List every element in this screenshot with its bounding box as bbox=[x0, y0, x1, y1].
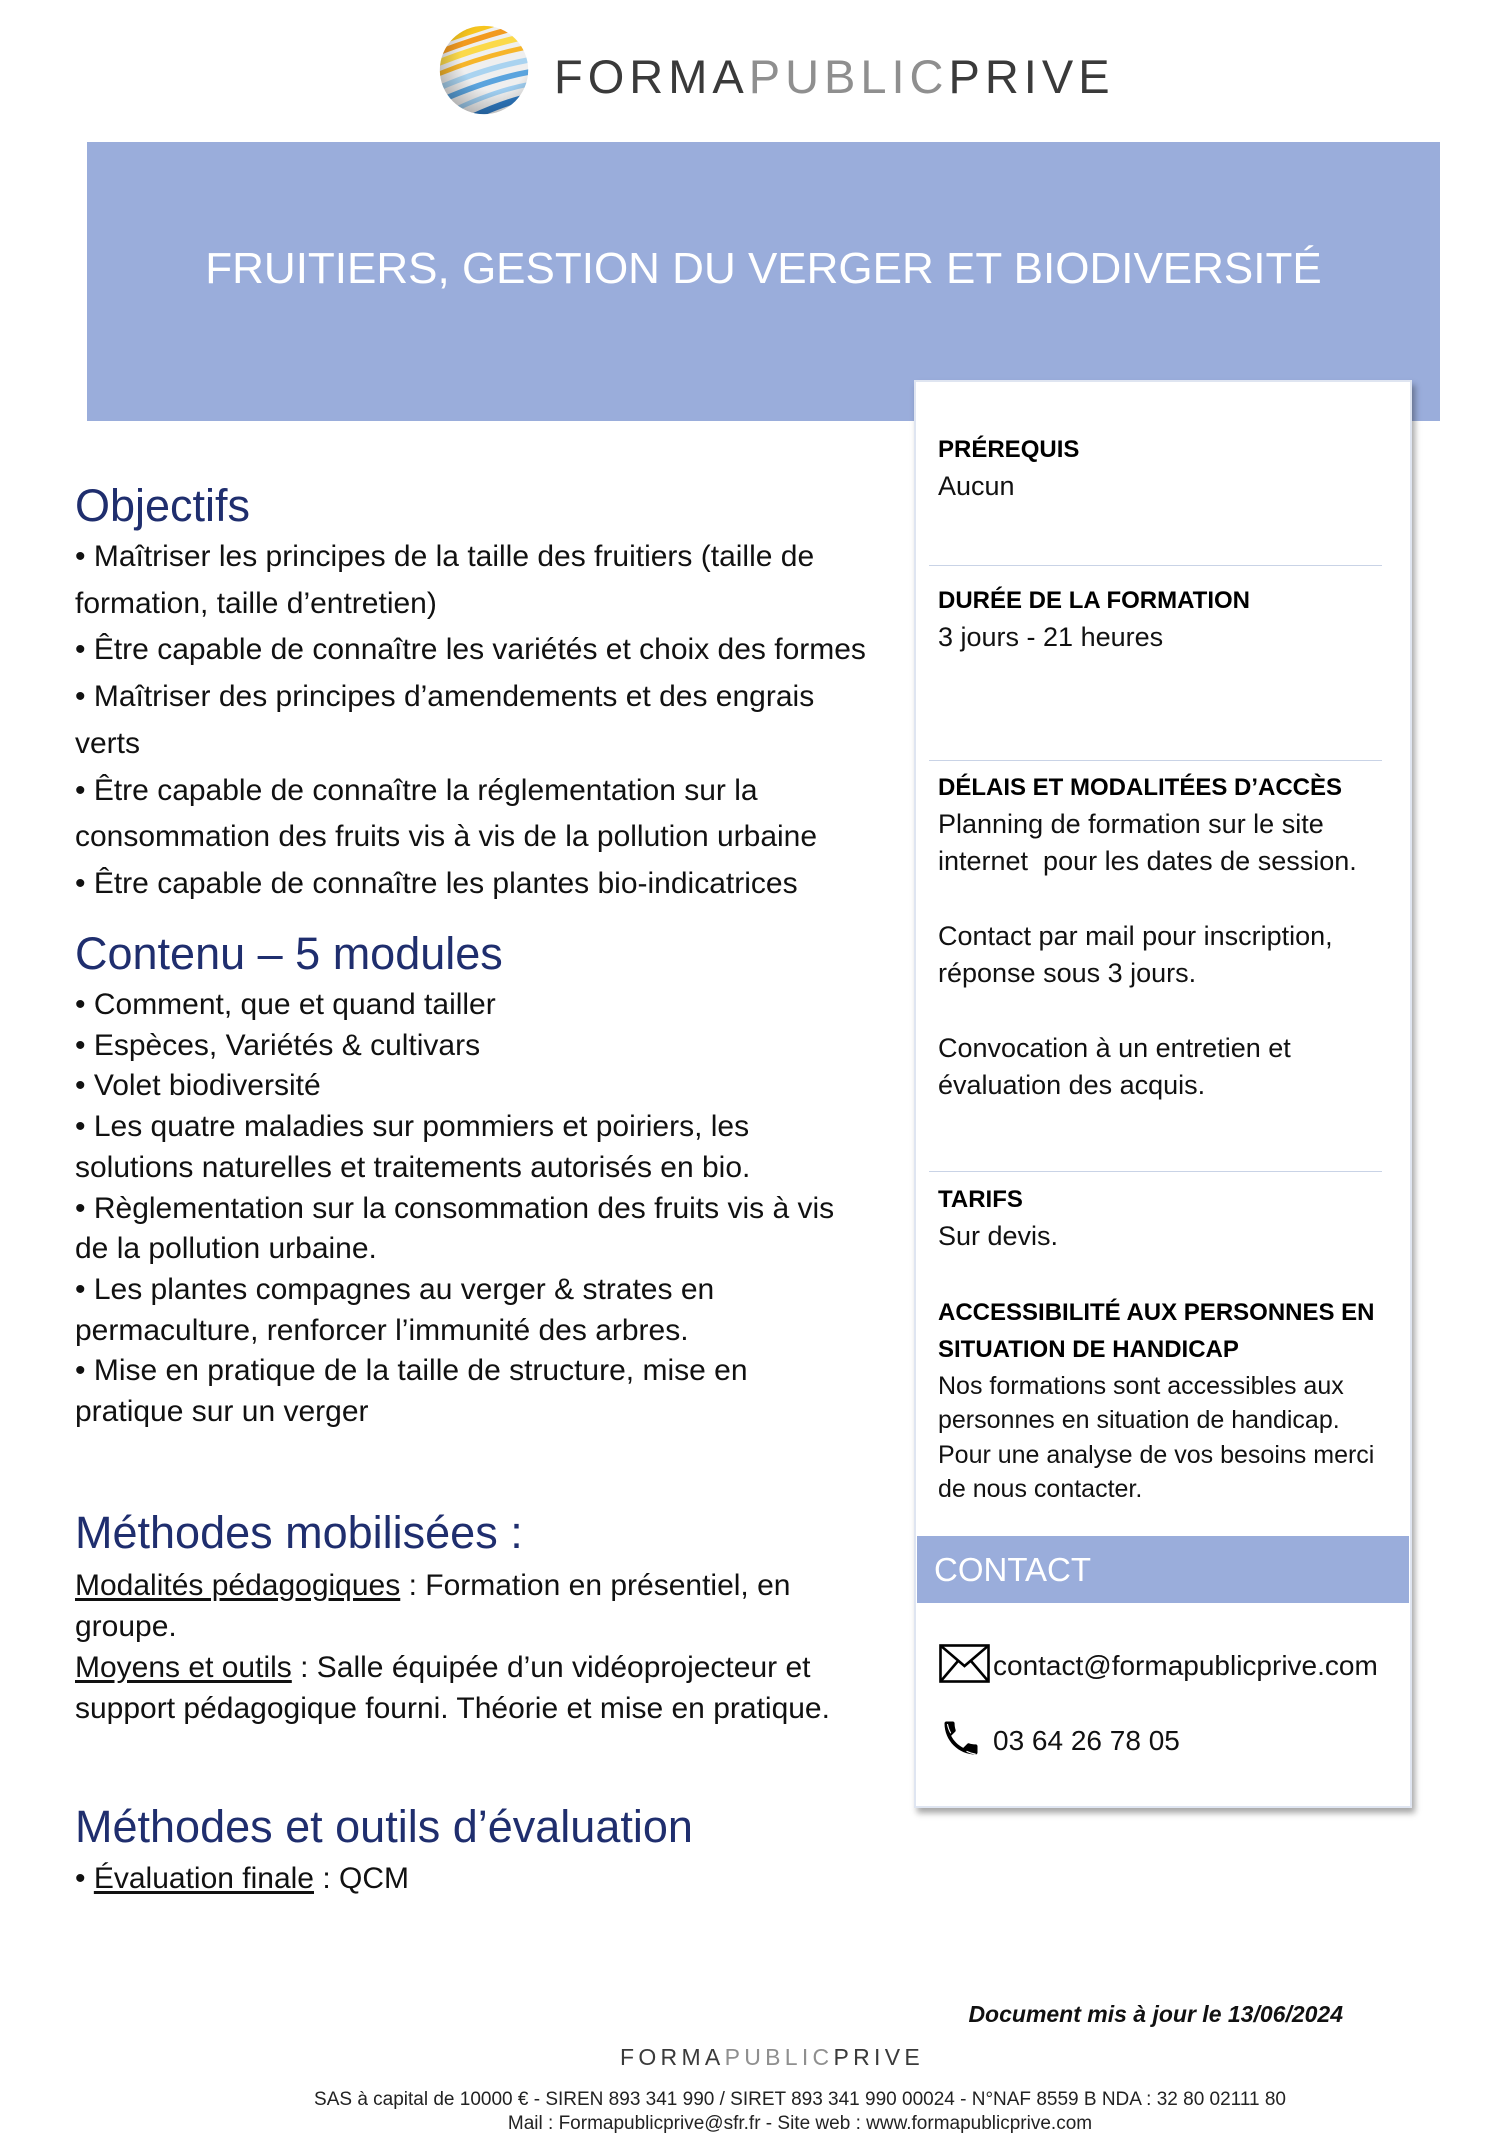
module-line: de la pollution urbaine. bbox=[75, 1232, 377, 1266]
module-line: • Les quatre maladies sur pommiers et poiriers, les bbox=[75, 1110, 750, 1144]
phone-icon bbox=[939, 1715, 983, 1761]
evaluation-label: Évaluation finale bbox=[93, 1862, 314, 1895]
module-item bbox=[75, 1066, 834, 1107]
moyens-continuation: support pédagogique fourni. Théorie et mise en pratique. bbox=[75, 1692, 830, 1725]
module-line: permaculture, renforcer l’immunité des arbres. bbox=[75, 1313, 689, 1347]
objective-line: • Maîtriser les principes de la taille des fruitiers (taille de bbox=[75, 540, 815, 573]
info-sidebar bbox=[914, 380, 1412, 1808]
evaluation-heading: Méthodes et outils d’évaluation bbox=[75, 1801, 693, 1852]
bullet: • bbox=[75, 1862, 94, 1895]
pricing-heading: TARIFS bbox=[938, 1186, 1023, 1213]
objective-item bbox=[75, 534, 866, 627]
evaluation-text: : QCM bbox=[314, 1862, 409, 1895]
module-item bbox=[75, 1189, 834, 1270]
duration-heading: DURÉE DE LA FORMATION bbox=[938, 587, 1250, 614]
divider bbox=[929, 760, 1382, 761]
module-item bbox=[75, 1270, 834, 1351]
objectives-heading: Objectifs bbox=[75, 480, 251, 531]
footer-brand-logo bbox=[620, 2043, 924, 2071]
prerequisites-heading: PRÉREQUIS bbox=[938, 436, 1080, 463]
access-delays-paragraph bbox=[938, 1030, 1398, 1105]
module-item bbox=[75, 1351, 834, 1432]
objective-line: • Maîtriser des principes d’amendements et des engrais bbox=[75, 680, 815, 714]
moyens-text: : Salle équipée d’un vidéoprojecteur et bbox=[291, 1651, 811, 1684]
objective-item bbox=[75, 674, 866, 767]
modalites-text: : Formation en présentiel, en bbox=[400, 1569, 791, 1602]
access-delays-line: Convocation à un entretien et bbox=[938, 1032, 1291, 1063]
accessibility-heading: SITUATION DE HANDICAP bbox=[938, 1336, 1239, 1363]
objective-line: formation, taille d’entretien) bbox=[75, 586, 437, 620]
objective-item bbox=[75, 768, 866, 861]
access-delays-line: réponse sous 3 jours. bbox=[938, 958, 1197, 989]
objective-line: verts bbox=[75, 726, 141, 760]
objective-line: • Être capable de connaître les plantes bio-indicatrices bbox=[75, 866, 798, 900]
module-item bbox=[75, 985, 834, 1026]
module-line: • Comment, que et quand tailler bbox=[75, 988, 496, 1021]
objectives-list bbox=[75, 534, 866, 908]
module-line: • Espèces, Variétés & cultivars bbox=[75, 1028, 481, 1062]
access-delays-heading: DÉLAIS ET MODALITÉES D’ACCÈS bbox=[938, 774, 1343, 801]
access-delays-line: internet pour les dates de session. bbox=[938, 846, 1357, 877]
envelope-icon bbox=[939, 1644, 990, 1683]
modalites-continuation: groupe. bbox=[75, 1610, 177, 1643]
module-line: • Mise en pratique de la taille de structure, mise en bbox=[75, 1354, 748, 1388]
contact-heading: CONTACT bbox=[934, 1551, 1092, 1588]
modalites-label: Modalités pédagogiques bbox=[75, 1569, 401, 1602]
prerequisites-section bbox=[938, 431, 1398, 505]
methods-body bbox=[75, 1565, 830, 1729]
module-line: pratique sur un verger bbox=[75, 1395, 369, 1429]
brand-part-public: PUBLIC bbox=[748, 50, 949, 103]
accessibility-section bbox=[938, 1294, 1398, 1368]
modules-list bbox=[75, 985, 834, 1433]
update-date: Document mis à jour le 13/06/2024 bbox=[968, 2001, 1343, 2027]
evaluation-item bbox=[75, 1858, 409, 1899]
accessibility-line: personnes en situation de handicap. bbox=[938, 1406, 1340, 1435]
contact-banner bbox=[917, 1536, 1409, 1603]
prerequisites-text: Aucun bbox=[938, 471, 1015, 501]
brand-part-forma: FORMA bbox=[554, 50, 749, 103]
brand-part-public: PUBLIC bbox=[724, 2044, 834, 2070]
content-heading: Contenu – 5 modules bbox=[75, 928, 503, 979]
brand-logo-text bbox=[554, 49, 1115, 105]
objective-item bbox=[75, 861, 866, 908]
accessibility-text bbox=[938, 1369, 1374, 1506]
contact-phone[interactable]: 03 64 26 78 05 bbox=[993, 1725, 1180, 1756]
moyens-line bbox=[75, 1647, 830, 1688]
objective-line: • Être capable de connaître la réglementation sur la bbox=[75, 773, 758, 807]
brand-part-prive: PRIVE bbox=[948, 50, 1115, 103]
objective-line: consommation des fruits vis à vis de la pollution urbaine bbox=[75, 820, 818, 854]
objective-item bbox=[75, 627, 866, 674]
accessibility-line: Nos formations sont accessibles aux bbox=[938, 1372, 1344, 1400]
footer-contact-info: Mail : Formapublicprive@sfr.fr - Site web : www.formapublicprive.com bbox=[507, 2113, 1093, 2134]
globe-logo-icon bbox=[437, 23, 531, 117]
brand-part-prive: PRIVE bbox=[833, 2044, 924, 2070]
module-line: • Les plantes compagnes au verger & strates en bbox=[75, 1272, 715, 1306]
access-delays-line: Planning de formation sur le site bbox=[938, 809, 1324, 839]
pricing-section bbox=[938, 1181, 1398, 1255]
module-item bbox=[75, 1026, 834, 1067]
modalites-line bbox=[75, 1565, 830, 1606]
access-delays-line: évaluation des acquis. bbox=[938, 1070, 1206, 1101]
divider bbox=[929, 1171, 1382, 1172]
duration-section bbox=[938, 582, 1398, 656]
accessibility-heading: ACCESSIBILITÉ AUX PERSONNES EN bbox=[938, 1299, 1375, 1326]
pricing-text: Sur devis. bbox=[938, 1221, 1059, 1251]
module-line: solutions naturelles et traitements autorisés en bio. bbox=[75, 1150, 751, 1184]
access-delays-paragraph bbox=[938, 806, 1398, 881]
module-item bbox=[75, 1107, 834, 1188]
moyens-label: Moyens et outils bbox=[75, 1651, 292, 1684]
evaluation-body bbox=[75, 1858, 409, 1899]
divider bbox=[929, 565, 1382, 566]
duration-text: 3 jours - 21 heures bbox=[938, 622, 1164, 652]
objective-line: • Être capable de connaître les variétés et choix des formes bbox=[75, 633, 866, 667]
brand-part-forma: FORMA bbox=[620, 2044, 725, 2070]
access-delays-line: Contact par mail pour inscription, bbox=[938, 920, 1333, 951]
module-line: • Règlementation sur la consommation des fruits vis à vis bbox=[75, 1191, 835, 1225]
accessibility-line: Pour une analyse de vos besoins merci bbox=[938, 1440, 1375, 1469]
module-line: • Volet biodiversité bbox=[75, 1069, 321, 1103]
methods-heading: Méthodes mobilisées : bbox=[75, 1507, 523, 1558]
footer-legal-info: SAS à capital de 10000 € - SIREN 893 341 990 / SIRET 893 341 990 00024 - N°NAF 8559 B NDA : 32 80 02111 80 bbox=[314, 2089, 1286, 2110]
contact-email[interactable]: contact@formapublicprive.com bbox=[993, 1650, 1378, 1681]
access-delays-section bbox=[938, 769, 1398, 1104]
page-title: FRUITIERS, GESTION DU VERGER ET BIODIVERSITÉ bbox=[205, 244, 1322, 293]
accessibility-line: de nous contacter. bbox=[938, 1474, 1143, 1503]
access-delays-paragraph bbox=[938, 918, 1398, 993]
